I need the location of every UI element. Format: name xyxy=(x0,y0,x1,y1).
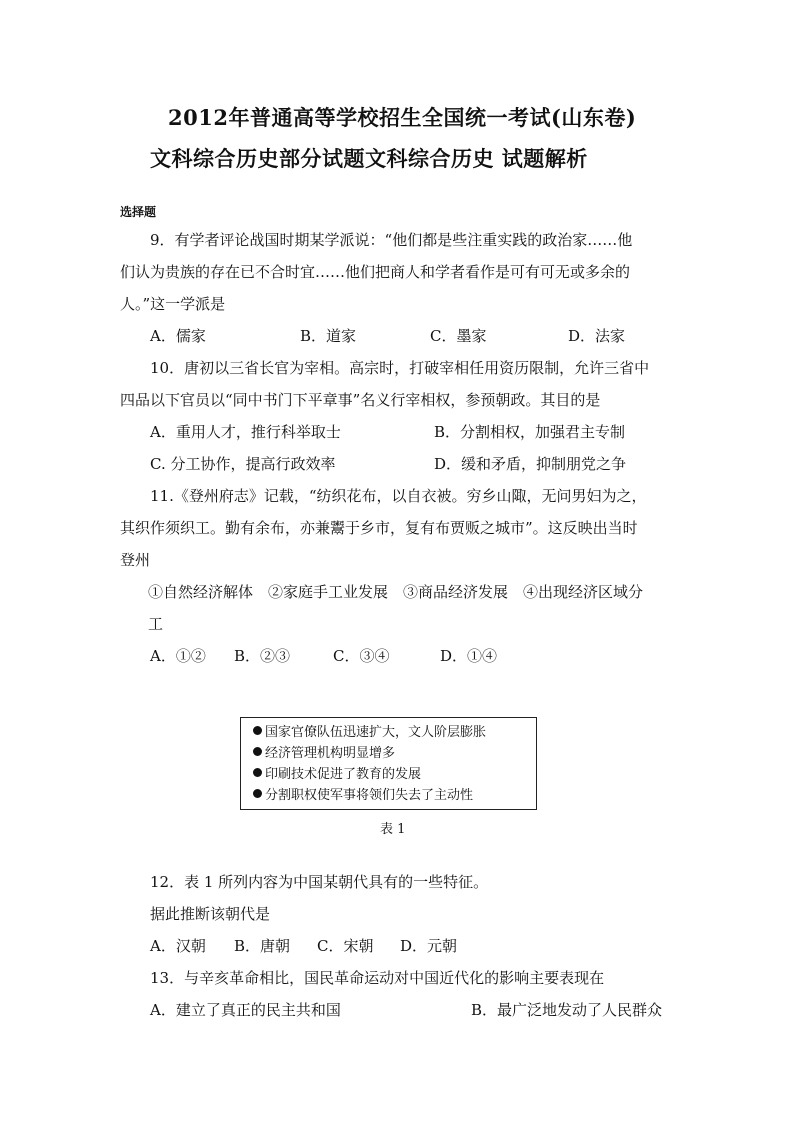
page-title-line1: 2012年普通高等学校招生全国统一考试(山东卷) xyxy=(168,105,637,130)
q10-option-c: C. 分工协作，提高行政效率 xyxy=(150,455,336,473)
q10-option-b: B．分割相权，加强君主专制 xyxy=(434,423,626,441)
q12-line1: 12．表 1 所列内容为中国某朝代具有的一些特征。 xyxy=(150,873,489,891)
table1-row-text: 分割职权使军事将领们失去了主动性 xyxy=(265,788,474,803)
q11-option-d: D．①④ xyxy=(440,647,498,665)
q12-option-c: C．宋朝 xyxy=(317,937,374,955)
table1-row xyxy=(253,743,536,764)
q13-line1: 13．与辛亥革命相比，国民革命运动对中国近代化的影响主要表现在 xyxy=(150,969,605,987)
q9-line3: 人。”这一学派是 xyxy=(120,295,226,313)
q9-option-a: A．儒家 xyxy=(150,327,206,345)
q9-option-d: D．法家 xyxy=(568,327,626,345)
q12-option-d: D．元朝 xyxy=(400,937,458,955)
table1-row-text: 印刷技术促进了教育的发展 xyxy=(265,767,422,782)
q11-line3: 登州 xyxy=(120,551,151,569)
q11-option-a: A．①② xyxy=(150,647,206,665)
q12-option-a: A．汉朝 xyxy=(150,937,206,955)
section-label: 选择题 xyxy=(120,205,157,219)
bullet-icon xyxy=(253,747,262,756)
table1-row xyxy=(253,722,536,743)
q11-line1: 11.《登州府志》记载，“纺织花布，以自衣被。穷乡山陬，无问男妇为之， xyxy=(150,487,647,505)
q10-line2: 四品以下官员以“同中书门下平章事”名义行宰相权，参预朝政。其目的是 xyxy=(120,391,601,409)
q11-option-c: C．③④ xyxy=(333,647,390,665)
q12-option-b: B．唐朝 xyxy=(234,937,291,955)
page-title-line2: 文科综合历史部分试题文科综合历史 试题解析 xyxy=(150,146,588,171)
q9-option-c: C．墨家 xyxy=(430,327,487,345)
table1-row-text: 国家官僚队伍迅速扩大，文人阶层膨胀 xyxy=(265,725,487,740)
q13-option-b: B．最广泛地发动了人民群众 xyxy=(471,1001,663,1019)
q13-option-a: A．建立了真正的民主共和国 xyxy=(150,1001,341,1019)
table1-row xyxy=(253,785,536,806)
table1-row xyxy=(253,764,536,785)
q9-option-b: B．道家 xyxy=(300,327,357,345)
bullet-icon xyxy=(253,789,262,798)
bullet-icon xyxy=(253,726,262,735)
q11-items-line2: 工 xyxy=(148,615,164,633)
q11-items-line1: ①自然经济解体 ②家庭手工业发展 ③商品经济发展 ④出现经济区域分 xyxy=(148,583,644,601)
table1-box xyxy=(240,717,537,810)
q10-line1: 10．唐初以三省长官为宰相。高宗时，打破宰相任用资历限制，允许三省中 xyxy=(150,359,650,377)
bullet-icon xyxy=(253,768,262,777)
q11-option-b: B．②③ xyxy=(234,647,291,665)
q12-line2: 据此推断该朝代是 xyxy=(150,905,271,923)
q9-line1: 9．有学者评论战国时期某学派说：“他们都是些注重实践的政治家……他 xyxy=(150,231,633,249)
q9-line2: 们认为贵族的存在已不合时宜……他们把商人和学者看作是可有可无或多余的 xyxy=(120,263,631,281)
q10-option-a: A．重用人才，推行科举取士 xyxy=(150,423,341,441)
q11-line2: 其织作须织工。勤有余布，亦兼鬻于乡市，复有布贾贩之城市”。这反映出当时 xyxy=(120,519,638,537)
table1-caption: 表 1 xyxy=(380,822,406,837)
table1-row-text: 经济管理机构明显增多 xyxy=(265,746,396,761)
q10-option-d: D．缓和矛盾，抑制朋党之争 xyxy=(434,455,627,473)
